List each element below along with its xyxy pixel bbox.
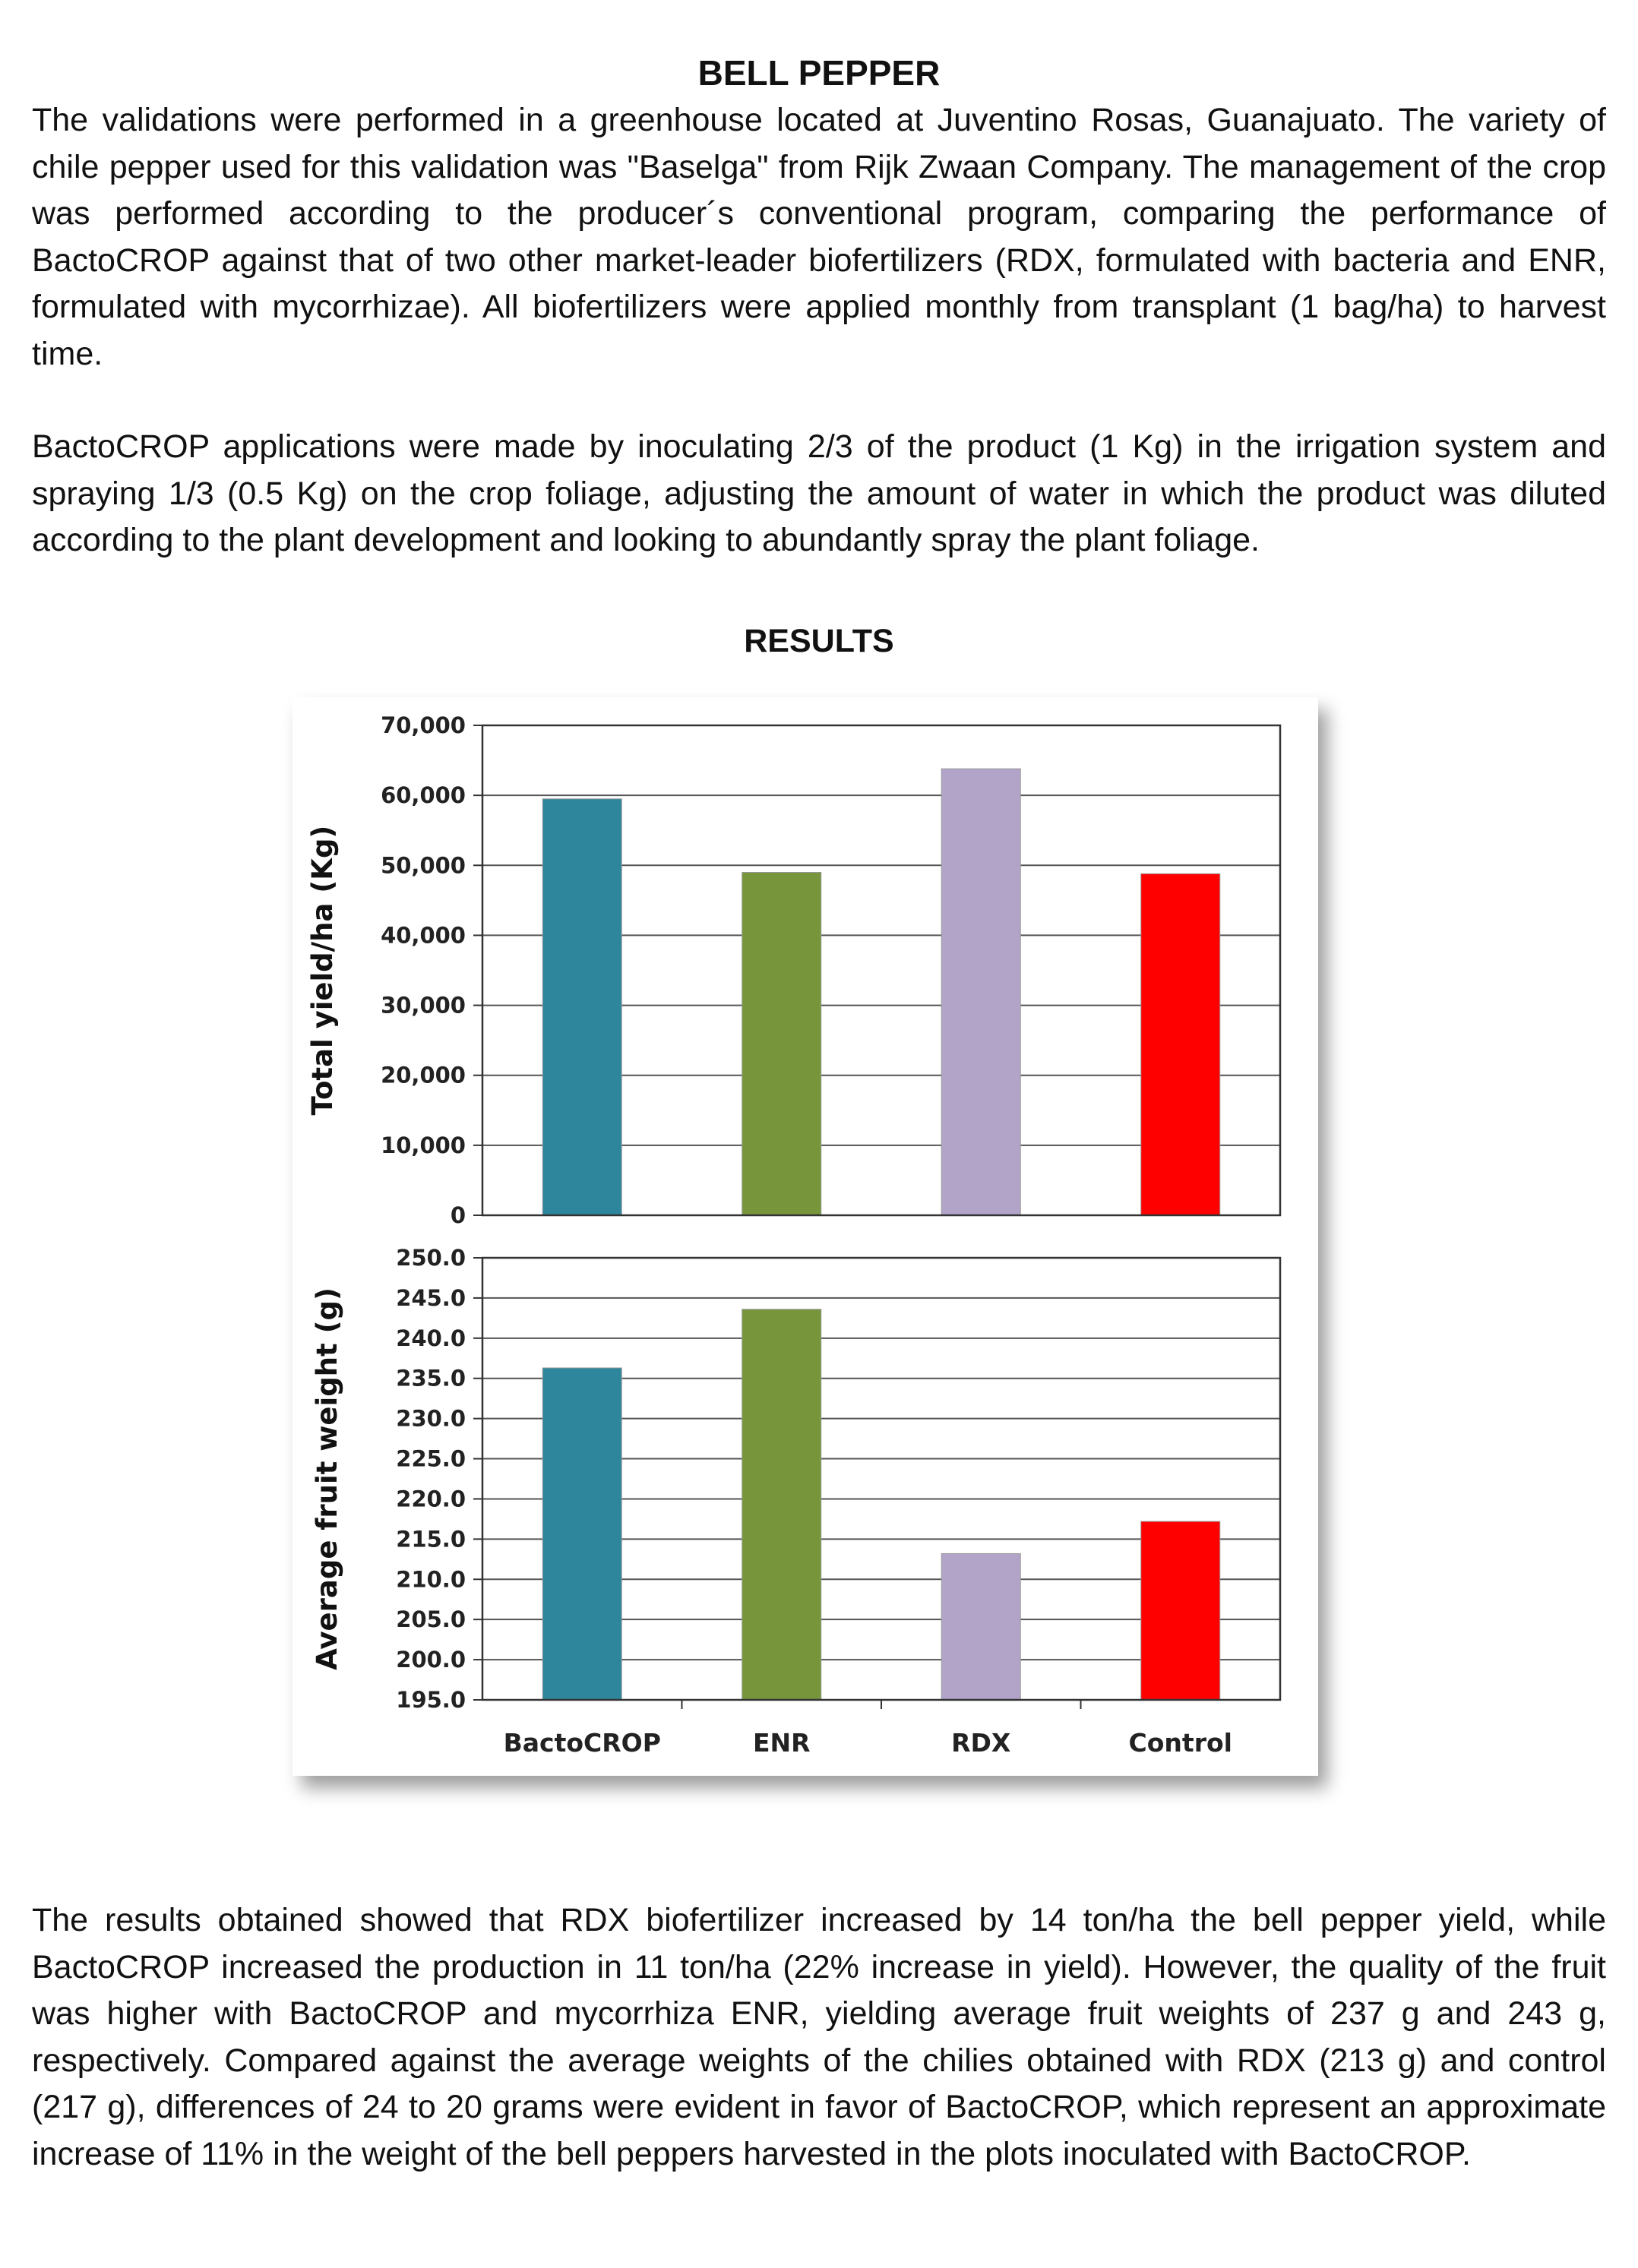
- fruit-weight-y-tick-label: 235.0: [396, 1365, 466, 1391]
- fruit-weight-bar-enr: [742, 1309, 821, 1700]
- yield-bar-bactocrop: [542, 799, 621, 1215]
- fruit-weight-y-tick-label: 195.0: [396, 1687, 466, 1713]
- conclusion-paragraph: The results obtained showed that RDX biofertilizer increased by 14 ton/ha the bell pepper yield, while BactoCROP increased the production in 11 ton/ha (22% increase in yield). However, the quality of the fruit was higher with BactoCROP and mycorrhiza ENR, yielding average fruit weights of 237 g and 243 g, respectively. Compared against the average weights of the chilies obtained with RDX (213 g) and control (217 g), differences of 24 to 20 grams were evident in favor of BactoCROP, which represent an approximate increase of 11% in the weight of the bell peppers harvested in the plots inoculated with BactoCROP.: [32, 1902, 1606, 2172]
- yield-y-tick-label: 0: [450, 1202, 466, 1228]
- intro-paragraph: The validations were performed in a greenhouse located at Juventino Rosas, Guanajuato. The variety of chile pepper used for this validation was "Baselga" from Rijk Zwaan Company. The management of the crop was performed according to the producer´s conventional program, comparing the performance of BactoCROP against that of two other market-leader biofertilizers (RDX, formulated with bacteria and ENR, formulated with mycorrhizae). All biofertilizers were applied monthly from transplant (1 bag/ha) to harvest time.: [32, 102, 1606, 372]
- fruit-weight-bar-rdx: [941, 1553, 1020, 1700]
- yield-y-tick-label: 70,000: [381, 712, 466, 738]
- fruit-weight-y-tick-label: 225.0: [396, 1445, 466, 1472]
- fruit-weight-y-tick-label: 245.0: [396, 1284, 466, 1311]
- fruit-weight-bar-bactocrop: [542, 1368, 621, 1700]
- fruit-weight-y-tick-label: 200.0: [396, 1647, 466, 1673]
- results-chart: [292, 697, 1318, 1776]
- results-chart-panel: [292, 697, 1318, 1776]
- fruit-weight-y-tick-label: 250.0: [396, 1245, 466, 1271]
- fruit-weight-y-tick-label: 220.0: [396, 1486, 466, 1512]
- fruit-weight-axis-title: Average fruit weight (g): [311, 1287, 343, 1670]
- fruit-weight-bar-control: [1141, 1521, 1220, 1700]
- fruit-weight-y-tick-label: 215.0: [396, 1526, 466, 1553]
- yield-y-tick-label: 40,000: [381, 922, 466, 949]
- results-heading: RESULTS: [744, 623, 894, 659]
- yield-y-tick-label: 30,000: [381, 992, 466, 1019]
- fruit-weight-y-tick-label: 240.0: [396, 1325, 466, 1351]
- yield-y-tick-label: 50,000: [381, 852, 466, 879]
- x-category-label-enr: ENR: [752, 1728, 811, 1758]
- yield-y-tick-label: 20,000: [381, 1062, 466, 1088]
- fruit-weight-y-tick-label: 230.0: [396, 1405, 466, 1432]
- yield-y-tick-label: 10,000: [381, 1132, 466, 1158]
- page-title: BELL PEPPER: [697, 53, 941, 93]
- application-paragraph: BactoCROP applications were made by inoculating 2/3 of the product (1 Kg) in the irrigation system and spraying 1/3 (0.5 Kg) on the crop foliage, adjusting the amount of water in which the product was diluted according to the plant development and looking to abundantly spray the plant foliage.: [32, 428, 1606, 558]
- yield-bar-rdx: [941, 769, 1020, 1215]
- yield-bar-control: [1141, 873, 1220, 1215]
- x-category-label-rdx: RDX: [951, 1728, 1011, 1758]
- x-category-label-control: Control: [1128, 1728, 1232, 1758]
- x-category-label-bactocrop: BactoCROP: [503, 1728, 661, 1758]
- yield-bar-enr: [742, 873, 821, 1216]
- yield-axis-title: Total yield/ha (Kg): [306, 825, 339, 1116]
- yield-y-tick-label: 60,000: [381, 782, 466, 809]
- fruit-weight-y-tick-label: 210.0: [396, 1566, 466, 1593]
- fruit-weight-y-tick-label: 205.0: [396, 1606, 466, 1633]
